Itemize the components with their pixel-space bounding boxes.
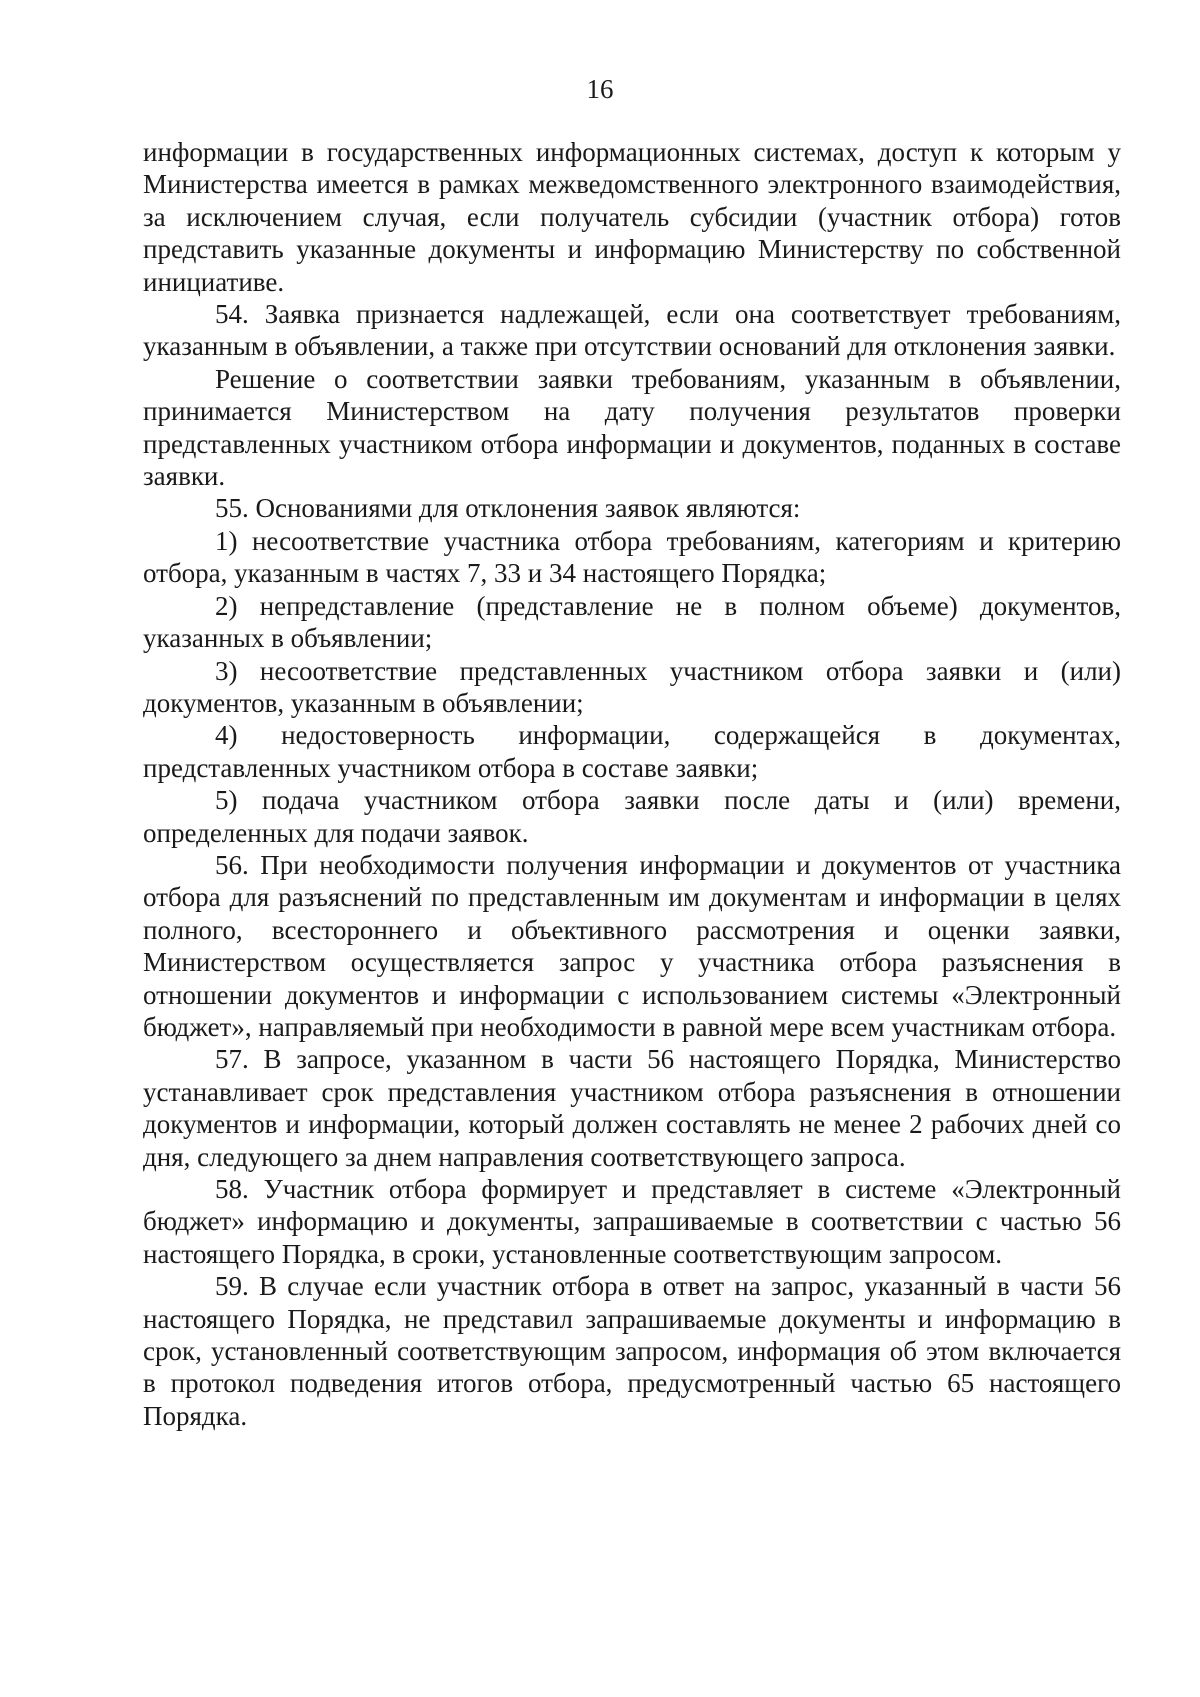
paragraph-54-decision: Решение о соответствии заявки требованиям, указанным в объявлении, принимается Министерством на дату получения результатов проверки представленных участником отбора информации и документов, поданных в составе заявки. [143,363,1121,492]
list-item-55-5: 5) подача участником отбора заявки после даты и (или) времени, определенных для подачи заявок. [143,785,1121,848]
paragraph-55: 55. Основаниями для отклонения заявок являются: [215,493,801,524]
page-number: 16 [586,74,614,104]
paragraph-54: 54. Заявка признается надлежащей, если она соответствует требованиям, указанным в объявлении, а также при отсутствии оснований для отклонения заявки. [143,299,1121,362]
list-item-55-2: 2) непредставление (представление не в полном объеме) документов, указанных в объявлении; [143,590,1121,654]
list-item-55-4: 4) недостоверность информации, содержащейся в документах, представленных участником отбора в составе заявки; [143,720,1121,783]
paragraph-59: 59. В случае если участник отбора в ответ на запрос, указанный в части 56 настоящего Порядка, не представил запрашиваемые документы и информацию в срок, установленный соответствующим запросом, информация об этом включается в протокол подведения итогов отбора, предусмотренный частью 65 настоящего Порядка. [143,1271,1121,1431]
list-item-55-3: 3) несоответствие представленных участником отбора заявки и (или) документов, указанным в объявлении; [143,655,1121,718]
paragraph-58: 58. Участник отбора формирует и представляет в системе «Электронный бюджет» информацию и документы, запрашиваемые в соответствии с частью 56 настоящего Порядка, в сроки, установленные соответствующим запросом. [143,1174,1121,1269]
list-item-55-1: 1) несоответствие участника отбора требованиям, категориям и критерию отбора, указанным в частях 7, 33 и 34 настоящего Порядка; [143,525,1121,589]
paragraph-56: 56. При необходимости получения информации и документов от участника отбора для разъяснений по представленным им документам и информации в целях полного, всестороннего и объективного рассмотрения и оценки заявки, Министерством осуществляется запрос у участника отбора разъяснения в отношении документов и информации с использованием системы «Электронный бюджет», направляемый при необходимости в равной мере всем участникам отбора. [143,849,1121,1042]
document-body [143,136,1121,1432]
paragraph-continuation: информации в государственных информационных системах, доступ к которым у Министерства имеется в рамках межведомственного электронного взаимодействия, за исключением случая, если получатель субсидии (участник отбора) готов представить указанные документы и информацию Министерству по собственной инициативе. [143,137,1121,297]
paragraph-57: 57. В запросе, указанном в части 56 настоящего Порядка, Министерство устанавливает срок представления участником отбора разъяснения в отношении документов и информации, который должен составлять не менее 2 рабочих дней со дня, следующего за днем направления соответствующего запроса. [143,1044,1121,1172]
